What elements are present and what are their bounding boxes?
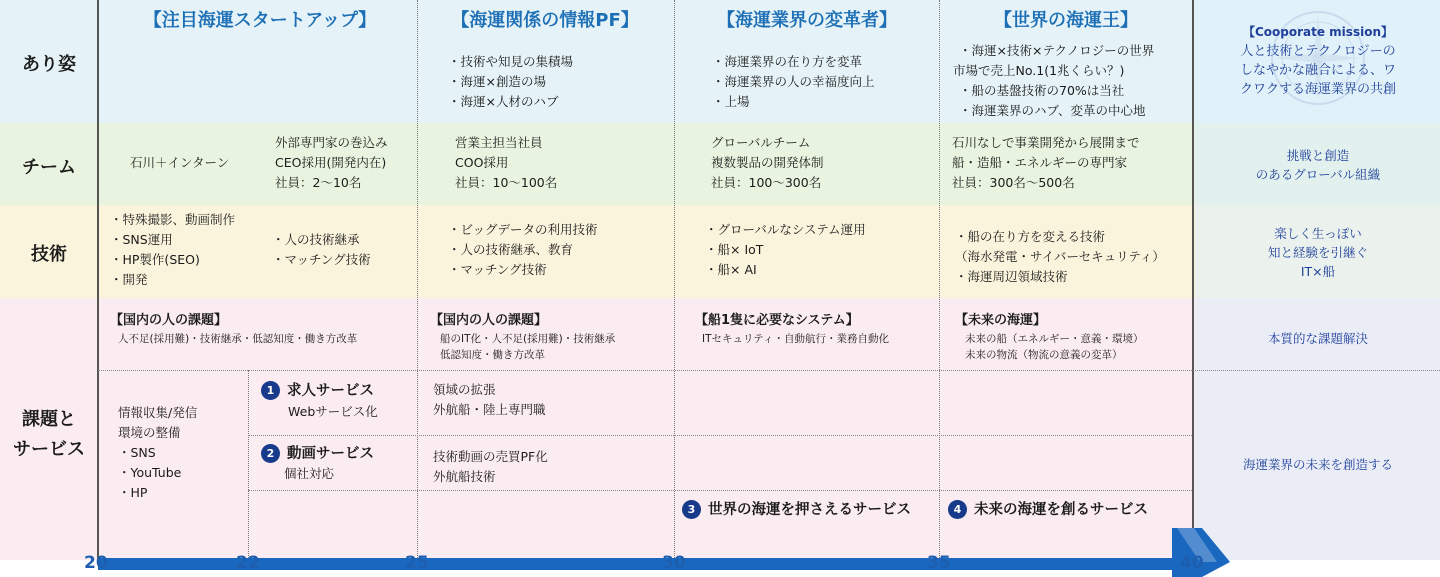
service-2-right-line: 外航船技術 — [433, 469, 496, 484]
mission-tech-line: IT×船 — [1300, 264, 1336, 279]
mission-team — [1200, 146, 1436, 184]
service-left-line: ・SNS — [118, 445, 156, 460]
divider-service-2-3 — [248, 490, 1192, 491]
col-divider-25 — [417, 0, 418, 560]
aritai-c4 — [953, 41, 1154, 121]
axis-tick-label: 22 — [236, 553, 260, 573]
column-header-transformer: 【海運業界の変革者】 — [717, 10, 897, 31]
team-c1b-line: CEO採用(開発内在) — [275, 155, 387, 170]
mission-aritai-line: 人と技術とテクノロジーの — [1240, 44, 1396, 59]
mission-tech-line: 楽しく生っぽい — [1274, 226, 1362, 241]
service-2-title-text: 動画サービス — [287, 446, 374, 462]
aritai-c3-line: ・上場 — [712, 94, 750, 109]
row-label-divider — [97, 0, 99, 560]
tech-c2-line: ・ビッグデータの利用技術 — [448, 222, 598, 237]
column-header-shipping-king: 【世界の海運王】 — [994, 10, 1138, 31]
tech-c1b — [272, 230, 371, 270]
tech-c2 — [448, 220, 598, 280]
service-2-sub: 個社対応 — [284, 466, 335, 481]
team-c3-line: グローバルチーム — [711, 135, 811, 150]
team-c2 — [455, 133, 557, 193]
tech-c1a — [110, 210, 235, 290]
service-1-sub: Webサービス化 — [288, 404, 378, 419]
tech-c3-line: ・船× AI — [705, 262, 757, 277]
team-c1b-line: 社員：2〜10名 — [275, 175, 362, 190]
issue-c4-detail-line: 未来の船（エネルギー・意義・環境） — [965, 333, 1144, 345]
team-c2-line: COO採用 — [455, 155, 509, 170]
issue-c4-heading: 【未来の海運】 — [955, 313, 1047, 328]
service-left-line: 環境の整備 — [118, 425, 181, 440]
row-label-tech: 技術 — [31, 244, 67, 265]
team-c4-line: 石川なしで事業開発から展開まで — [952, 135, 1140, 150]
issue-c1-detail: 人不足(採用難)・技術継承・低認知度・働き方改革 — [118, 333, 358, 345]
aritai-c2-line: ・海運×人材のハブ — [448, 94, 559, 109]
service-left-line: ・HP — [118, 485, 148, 500]
service-3-number-badge: 3 — [682, 500, 701, 519]
row-label-issue — [0, 405, 98, 465]
tech-c1a-line: ・特殊撮影、動画制作 — [110, 212, 236, 227]
mission-aritai-line: しなやかな融合による、ワ — [1239, 63, 1396, 78]
tech-c2-line: ・マッチング技術 — [448, 262, 547, 277]
tech-c3-line: ・グローバルなシステム運用 — [705, 222, 866, 237]
team-c3-line: 複数製品の開発体制 — [711, 155, 824, 170]
col-divider-22 — [248, 370, 249, 560]
aritai-c4-line: ・海運×技術×テクノロジーの世界 — [959, 43, 1155, 58]
tech-c1a-line: ・HP製作(SEO) — [110, 252, 200, 267]
issue-c2-heading: 【国内の人の課題】 — [430, 313, 548, 328]
row-label-team: チーム — [22, 157, 76, 178]
team-c2-line: 社員：10〜100名 — [455, 175, 558, 190]
service-2-number-badge: 2 — [261, 444, 280, 463]
issue-c2-detail-line: 船のIT化・人不足(採用難)・技術継承 — [440, 333, 616, 345]
service-1-right — [433, 380, 546, 420]
team-c4-line: 船・造船・エネルギーの専門家 — [952, 155, 1128, 170]
issue-c2-detail — [440, 331, 615, 363]
team-c1b-line: 外部専門家の巻込み — [275, 135, 388, 150]
aritai-c2-line: ・海運×創造の場 — [448, 74, 546, 89]
axis-tick-label: 20 — [84, 553, 108, 573]
aritai-c4-line: ・船の基盤技術の70%は当社 — [959, 83, 1125, 98]
service-1-number-badge: 1 — [261, 381, 280, 400]
axis-tick-label: 25 — [405, 553, 429, 573]
tech-c4 — [955, 227, 1165, 287]
divider-issue-service — [98, 370, 1440, 371]
col-divider-30 — [674, 0, 675, 560]
team-c3 — [711, 133, 824, 193]
tech-c1b-line: ・人の技術継承 — [272, 232, 360, 247]
column-header-info-pf: 【海運関係の情報PF】 — [451, 10, 639, 31]
aritai-c3-line: ・海運業界の在り方を変革 — [712, 54, 863, 69]
service-left-line: ・YouTube — [118, 465, 182, 480]
aritai-c4-line: ・海運業界のハブ、変革の中心地 — [959, 103, 1146, 118]
service-1-title-text: 求人サービス — [287, 383, 374, 399]
team-c2-line: 営業主担当社員 — [455, 135, 543, 150]
tech-c2-line: ・人の技術継承、教育 — [448, 242, 574, 257]
mission-team-line: のあるグローバル組織 — [1255, 167, 1381, 182]
mission-aritai-line: クワクする海運業界の共創 — [1239, 82, 1396, 97]
issue-c4-detail — [965, 331, 1144, 363]
divider-service-1-2 — [248, 435, 1192, 436]
aritai-c2 — [448, 52, 573, 112]
service-4-title-text: 未来の海運を創るサービス — [974, 502, 1148, 518]
issue-c2-detail-line: 低認知度・働き方改革 — [440, 349, 545, 361]
team-c4-line: 社員：300名〜500名 — [952, 175, 1075, 190]
service-3-title — [682, 498, 911, 519]
aritai-c2-line: ・技術や知見の集積場 — [448, 54, 574, 69]
issue-c1-heading: 【国内の人の課題】 — [110, 313, 228, 328]
mission-tech-line: 知と経験を引継ぐ — [1267, 245, 1368, 260]
issue-c4-detail-line: 未来の物流（物流の意義の変革） — [965, 349, 1123, 361]
tech-c4-line: ・船の在り方を変える技術 — [955, 229, 1106, 244]
axis-tick-label: 30 — [662, 553, 686, 573]
timeline-axis — [98, 558, 1190, 570]
axis-tick-label: 40 — [1180, 553, 1204, 573]
mission-tech — [1200, 224, 1436, 281]
mission-service: 海運業界の未来を創造する — [1242, 457, 1393, 472]
col-divider-35 — [939, 0, 940, 560]
service-left-line: 情報収集/発信 — [118, 405, 198, 420]
tech-c3-line: ・船× IoT — [705, 242, 764, 257]
aritai-c3 — [712, 52, 875, 112]
aritai-c3-line: ・海運業界の人の幸福度向上 — [712, 74, 875, 89]
issue-c3-detail: ITセキュリティ・自動航行・業務自動化 — [702, 333, 889, 345]
row-label-aritai: あり姿 — [22, 54, 76, 75]
service-4-number-badge: 4 — [948, 500, 967, 519]
axis-tick-label: 35 — [927, 553, 951, 573]
team-c1b — [275, 133, 388, 193]
team-c4 — [952, 133, 1140, 193]
service-1-right-line: 外航船・陸上専門職 — [433, 402, 546, 417]
row-label-issue-line1: 課題と — [22, 409, 76, 430]
service-left — [118, 403, 197, 503]
service-1-title — [261, 379, 374, 400]
mission-title: 【Cooporate mission】 — [1242, 25, 1393, 39]
issue-c3-heading: 【船1隻に必要なシステム】 — [695, 313, 859, 328]
col-divider-40 — [1192, 0, 1194, 560]
team-c1a: 石川＋インターン — [130, 155, 230, 170]
mission-issue: 本質的な課題解決 — [1267, 331, 1368, 346]
tech-c1a-line: ・SNS運用 — [110, 232, 173, 247]
tech-c4-line: ・海運周辺領域技術 — [955, 269, 1068, 284]
row-label-issue-line2: サービス — [13, 439, 85, 460]
service-4-title — [948, 498, 1148, 519]
service-2-right — [433, 447, 548, 487]
team-c3-line: 社員：100〜300名 — [711, 175, 822, 190]
tech-c3 — [705, 220, 866, 280]
tech-c4-line: （海水発電・サイバーセキュリティ） — [955, 249, 1165, 264]
tech-c1a-line: ・開発 — [110, 272, 148, 287]
service-3-title-text: 世界の海運を押さえるサービス — [708, 502, 911, 518]
aritai-c4-line: 市場で売上No.1(1兆くらい？) — [953, 63, 1125, 78]
tech-c1b-line: ・マッチング技術 — [272, 252, 371, 267]
service-1-right-line: 領域の拡張 — [433, 382, 496, 397]
mission-team-line: 挑戦と創造 — [1286, 148, 1350, 163]
column-header-startup: 【注目海運スタートアップ】 — [143, 10, 377, 31]
service-2-title — [261, 442, 374, 463]
service-2-right-line: 技術動画の売買PF化 — [433, 449, 548, 464]
mission-aritai — [1200, 42, 1436, 99]
